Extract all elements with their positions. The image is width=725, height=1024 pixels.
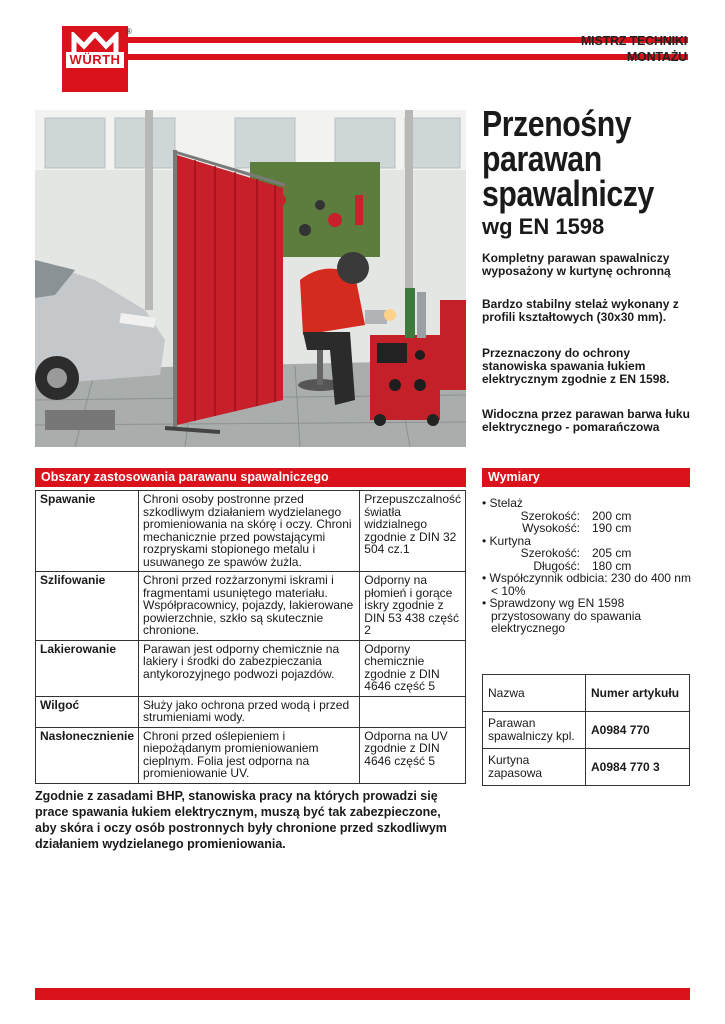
header-label-line1: MISTRZ TECHNIKI (580, 34, 687, 48)
table-row (36, 640, 466, 696)
application-description: Parawan jest odporny chemicznie na lakiery i środki do zabezpieczania antykorozyjnego podwozi pojazdów. (139, 640, 360, 696)
footer-stripe (35, 988, 690, 1000)
application-standard: Odporna na UV zgodnie z DIN 4646 część 5 (360, 727, 466, 783)
column-header-name: Nazwa (483, 675, 586, 712)
product-title (482, 103, 654, 214)
header-label-line2: MONTAŻU (626, 50, 687, 64)
application-description: Służy jako ochrona przed wodą i przed strumieniami wody. (139, 696, 360, 727)
certification-item: • Sprawdzony wg EN 1598 przystosowany do spawania elektrycznego (482, 596, 642, 635)
table-row (483, 675, 690, 712)
table-row (36, 572, 466, 641)
dimensions-list (482, 497, 692, 635)
frame-width-label: Szerokość: (520, 508, 580, 523)
title-line1: Przenośny (482, 103, 632, 144)
table-row (483, 712, 690, 749)
table-row (36, 727, 466, 783)
applications-table (35, 490, 466, 784)
curtain-width-label: Szerokość: (520, 546, 580, 560)
table-row (36, 491, 466, 572)
application-name: Lakierowanie (36, 640, 139, 696)
curtain-width-value: 205 cm (592, 546, 632, 560)
application-standard (360, 696, 466, 727)
article-number: A0984 770 3 (586, 749, 690, 786)
application-standard: Odporny na płomień i gorące iskry zgodnie z DIN 53 438 część 2 (360, 572, 466, 641)
title-line3: spawalniczy (482, 173, 654, 214)
applications-heading: Obszary zastosowania parawanu spawalniczego (35, 468, 466, 487)
application-standard: Przepuszczalność światła widzialnego zgodnie z DIN 32 504 cz.1 (360, 491, 466, 572)
safety-note: Zgodnie z zasadami BHP, stanowiska pracy na których prowadzi się prace spawania łukiem elektrycznym, muszą być tak zabezpieczone, aby skóra i oczy osób postronnych były chronione przed szkodliwym działaniem wydzielanego promieniowania. (35, 789, 447, 851)
application-name: Wilgoć (36, 696, 139, 727)
frame-width-row (482, 510, 692, 523)
application-description: Chroni przed oślepieniem i niepożądanym promieniowaniem cieplnym. Folia jest odporna na promieniowanie UV. (139, 727, 360, 783)
frame-height-row (482, 522, 692, 535)
application-name: Nasłonecznienie (36, 727, 139, 783)
product-photo (35, 110, 466, 447)
curtain-length-value: 180 cm (592, 558, 632, 573)
lead-paragraph-1: Kompletny parawan spawalniczy wyposażony w kurtynę ochronną (482, 251, 671, 278)
application-name: Szlifowanie (36, 572, 139, 641)
registered-mark: ® (126, 27, 132, 36)
curtain-item: • Kurtyna (482, 533, 531, 548)
application-description: Chroni przed rozżarzonymi iskrami i fragmentami usuniętego materiału. Współpracownicy, pojazdy, lakierowane powierzchnie, szkło są skutecznie chronione. (139, 572, 360, 641)
application-standard: Odporny chemicznie zgodnie z DIN 4646 część 5 (360, 640, 466, 696)
lead-paragraph-3: Przeznaczony do ochrony stanowiska spawania łukiem elektrycznym zgodnie z EN 1598. (482, 346, 670, 386)
frame-width-value: 200 cm (592, 508, 632, 523)
column-header-number: Numer artykułu (586, 675, 690, 712)
article-number: A0984 770 (586, 712, 690, 749)
frame-height-label: Wysokość: (522, 521, 580, 535)
title-line2: parawan (482, 138, 602, 179)
logo-wordmark: WÜRTH (66, 52, 124, 68)
article-name: Parawan spawalniczy kpl. (483, 712, 586, 749)
logo-emblem-icon (70, 32, 120, 54)
product-subtitle: wg EN 1598 (482, 214, 605, 239)
table-row (36, 696, 466, 727)
table-row (483, 749, 690, 786)
frame-item: • Stelaż (482, 496, 523, 510)
reflectance-item: • Współczynnik odbicia: 230 do 400 nm < 10% (482, 571, 691, 598)
curtain-length-label: Długość: (533, 558, 580, 573)
header-stripe-bottom (128, 54, 688, 60)
order-table (482, 674, 690, 786)
application-name: Spawanie (36, 491, 139, 572)
lead-paragraph-2: Bardzo stabilny stelaż wykonany z profili kształtowych (30x30 mm). (482, 297, 679, 324)
application-description: Chroni osoby postronne przed szkodliwym działaniem wydzielanego promieniowania na skórę i oczy. Chroni mechanicznie przed powstającymi rozpryskami stopionego metalu i usuwanego ze spawów żużla. (139, 491, 360, 572)
article-name: Kurtyna zapasowa (483, 749, 586, 786)
dimensions-heading: Wymiary (482, 468, 690, 487)
curtain-width-row (482, 547, 692, 560)
lead-paragraph-4: Widoczna przez parawan barwa łuku elektrycznego - pomarańczowa (482, 407, 690, 434)
frame-height-value: 190 cm (592, 521, 632, 535)
